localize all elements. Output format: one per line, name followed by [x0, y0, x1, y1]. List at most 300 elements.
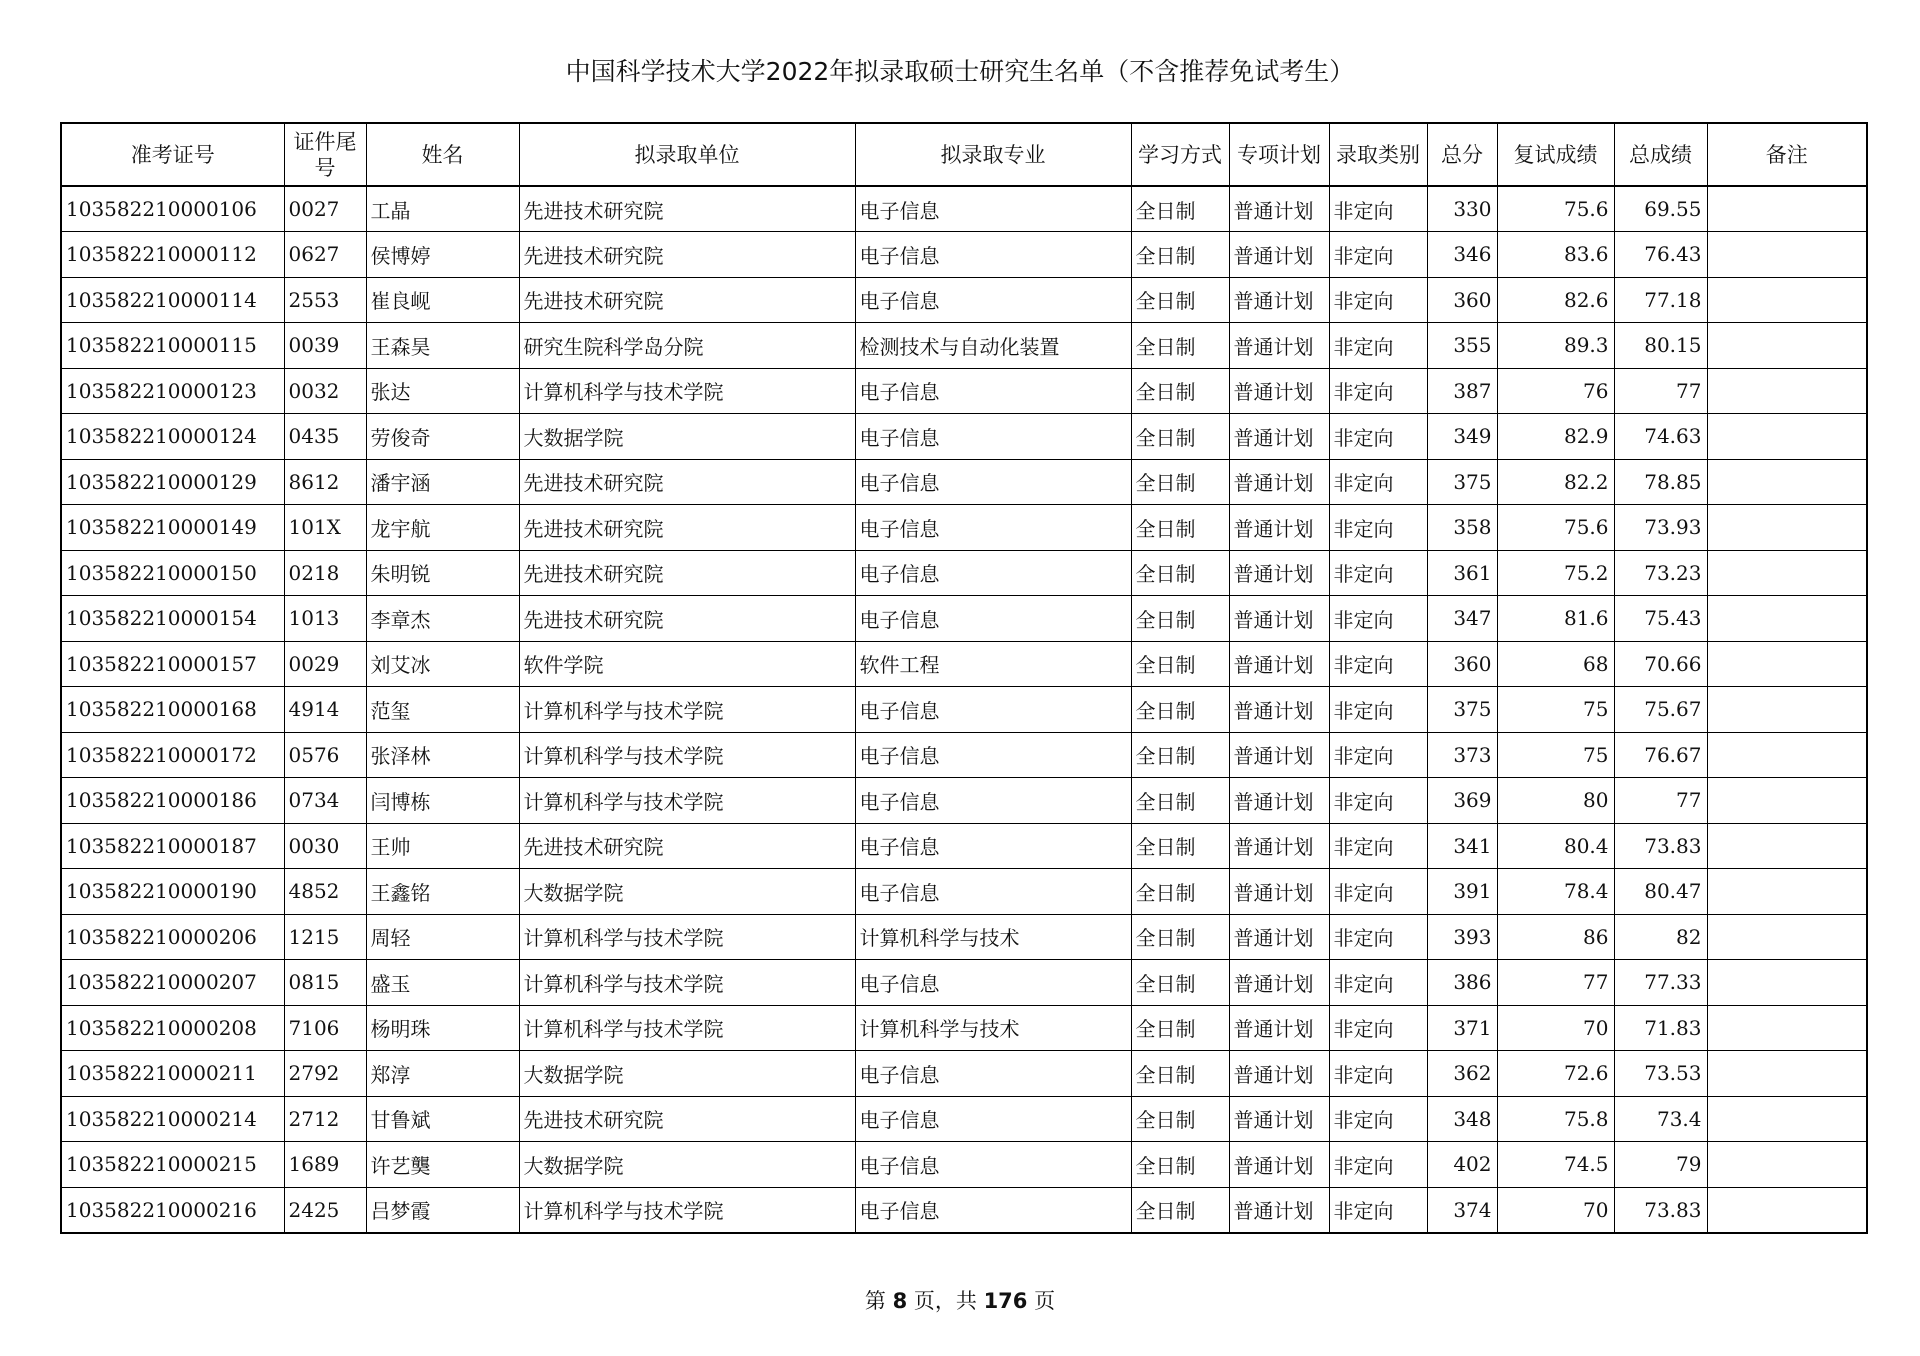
cell-final-score: 79 — [1614, 1142, 1707, 1188]
cell-special-plan: 普通计划 — [1229, 277, 1329, 323]
cell-name: 吕梦霞 — [366, 1187, 519, 1233]
cell-special-plan: 普通计划 — [1229, 641, 1329, 687]
cell-id-suffix: 0815 — [284, 960, 366, 1006]
cell-id-suffix: 0030 — [284, 823, 366, 869]
cell-name: 甘鲁斌 — [366, 1096, 519, 1142]
cell-unit: 计算机科学与技术学院 — [519, 687, 855, 733]
cell-study-mode: 全日制 — [1131, 1051, 1229, 1097]
table-row — [61, 914, 1867, 960]
table-row — [61, 732, 1867, 778]
cell-study-mode: 全日制 — [1131, 505, 1229, 551]
cell-admission-type: 非定向 — [1329, 1142, 1427, 1188]
cell-admission-type: 非定向 — [1329, 823, 1427, 869]
cell-total-score: 374 — [1427, 1187, 1497, 1233]
cell-name: 杨明珠 — [366, 1005, 519, 1051]
table-row — [61, 368, 1867, 414]
cell-final-score: 73.53 — [1614, 1051, 1707, 1097]
cell-name: 盛玉 — [366, 960, 519, 1006]
cell-admission-type: 非定向 — [1329, 960, 1427, 1006]
header-id-suffix: 证件尾号 — [284, 123, 366, 186]
cell-final-score: 76.43 — [1614, 232, 1707, 278]
cell-total-score: 375 — [1427, 459, 1497, 505]
cell-special-plan: 普通计划 — [1229, 414, 1329, 460]
cell-total-score: 362 — [1427, 1051, 1497, 1097]
cell-special-plan: 普通计划 — [1229, 596, 1329, 642]
cell-special-plan: 普通计划 — [1229, 1005, 1329, 1051]
cell-admission-type: 非定向 — [1329, 778, 1427, 824]
header-retest-score: 复试成绩 — [1497, 123, 1614, 186]
cell-admission-type: 非定向 — [1329, 414, 1427, 460]
cell-unit: 计算机科学与技术学院 — [519, 732, 855, 778]
cell-unit: 先进技术研究院 — [519, 550, 855, 596]
cell-total-score: 346 — [1427, 232, 1497, 278]
cell-name: 王鑫铭 — [366, 869, 519, 915]
cell-id-suffix: 0218 — [284, 550, 366, 596]
cell-major: 电子信息 — [855, 1051, 1131, 1097]
cell-study-mode: 全日制 — [1131, 277, 1229, 323]
cell-exam-id: 103582210000149 — [61, 505, 284, 551]
cell-retest-score: 81.6 — [1497, 596, 1614, 642]
cell-unit: 研究生院科学岛分院 — [519, 323, 855, 369]
cell-study-mode: 全日制 — [1131, 914, 1229, 960]
cell-total-score: 373 — [1427, 732, 1497, 778]
cell-name: 刘艾冰 — [366, 641, 519, 687]
cell-retest-score: 75 — [1497, 732, 1614, 778]
cell-major: 计算机科学与技术 — [855, 914, 1131, 960]
cell-major: 电子信息 — [855, 232, 1131, 278]
header-remarks: 备注 — [1707, 123, 1867, 186]
cell-total-score: 402 — [1427, 1142, 1497, 1188]
cell-study-mode: 全日制 — [1131, 414, 1229, 460]
cell-final-score: 73.83 — [1614, 1187, 1707, 1233]
cell-id-suffix: 2712 — [284, 1096, 366, 1142]
cell-study-mode: 全日制 — [1131, 186, 1229, 232]
header-row — [61, 123, 1867, 186]
cell-admission-type: 非定向 — [1329, 732, 1427, 778]
cell-name: 潘宇涵 — [366, 459, 519, 505]
cell-retest-score: 76 — [1497, 368, 1614, 414]
cell-name: 许艺龑 — [366, 1142, 519, 1188]
cell-remarks — [1707, 1142, 1867, 1188]
cell-exam-id: 103582210000129 — [61, 459, 284, 505]
cell-name: 崔良岘 — [366, 277, 519, 323]
cell-admission-type: 非定向 — [1329, 914, 1427, 960]
cell-retest-score: 83.6 — [1497, 232, 1614, 278]
cell-name: 工晶 — [366, 186, 519, 232]
cell-special-plan: 普通计划 — [1229, 914, 1329, 960]
cell-unit: 先进技术研究院 — [519, 232, 855, 278]
cell-id-suffix: 1215 — [284, 914, 366, 960]
cell-remarks — [1707, 869, 1867, 915]
cell-study-mode: 全日制 — [1131, 869, 1229, 915]
cell-major: 电子信息 — [855, 277, 1131, 323]
cell-admission-type: 非定向 — [1329, 1187, 1427, 1233]
cell-remarks — [1707, 687, 1867, 733]
cell-remarks — [1707, 732, 1867, 778]
cell-remarks — [1707, 823, 1867, 869]
cell-admission-type: 非定向 — [1329, 232, 1427, 278]
cell-remarks — [1707, 596, 1867, 642]
cell-unit: 先进技术研究院 — [519, 596, 855, 642]
cell-total-score: 391 — [1427, 869, 1497, 915]
cell-study-mode: 全日制 — [1131, 641, 1229, 687]
table-row — [61, 1005, 1867, 1051]
cell-admission-type: 非定向 — [1329, 1005, 1427, 1051]
cell-study-mode: 全日制 — [1131, 232, 1229, 278]
cell-final-score: 82 — [1614, 914, 1707, 960]
cell-retest-score: 75.8 — [1497, 1096, 1614, 1142]
cell-major: 电子信息 — [855, 550, 1131, 596]
cell-id-suffix: 0627 — [284, 232, 366, 278]
cell-retest-score: 89.3 — [1497, 323, 1614, 369]
cell-special-plan: 普通计划 — [1229, 368, 1329, 414]
cell-final-score: 77.33 — [1614, 960, 1707, 1006]
cell-major: 电子信息 — [855, 823, 1131, 869]
cell-unit: 计算机科学与技术学院 — [519, 368, 855, 414]
cell-exam-id: 103582210000190 — [61, 869, 284, 915]
cell-total-score: 358 — [1427, 505, 1497, 551]
cell-id-suffix: 2553 — [284, 277, 366, 323]
cell-exam-id: 103582210000112 — [61, 232, 284, 278]
table-row — [61, 869, 1867, 915]
cell-retest-score: 70 — [1497, 1187, 1614, 1233]
table-row — [61, 550, 1867, 596]
cell-study-mode: 全日制 — [1131, 960, 1229, 1006]
total-page-count: 176 — [983, 1289, 1028, 1313]
header-admission-type: 录取类别 — [1329, 123, 1427, 186]
header-exam-id: 准考证号 — [61, 123, 284, 186]
cell-exam-id: 103582210000186 — [61, 778, 284, 824]
cell-major: 电子信息 — [855, 459, 1131, 505]
cell-admission-type: 非定向 — [1329, 505, 1427, 551]
cell-final-score: 71.83 — [1614, 1005, 1707, 1051]
table-row — [61, 641, 1867, 687]
cell-special-plan: 普通计划 — [1229, 232, 1329, 278]
cell-special-plan: 普通计划 — [1229, 1142, 1329, 1188]
table-row — [61, 1096, 1867, 1142]
cell-special-plan: 普通计划 — [1229, 1096, 1329, 1142]
cell-final-score: 74.63 — [1614, 414, 1707, 460]
cell-remarks — [1707, 1051, 1867, 1097]
cell-final-score: 75.67 — [1614, 687, 1707, 733]
cell-remarks — [1707, 459, 1867, 505]
cell-name: 范玺 — [366, 687, 519, 733]
cell-id-suffix: 0027 — [284, 186, 366, 232]
cell-exam-id: 103582210000208 — [61, 1005, 284, 1051]
cell-total-score: 330 — [1427, 186, 1497, 232]
cell-remarks — [1707, 1187, 1867, 1233]
cell-id-suffix: 2792 — [284, 1051, 366, 1097]
cell-name: 闫博栋 — [366, 778, 519, 824]
cell-total-score: 348 — [1427, 1096, 1497, 1142]
cell-major: 电子信息 — [855, 368, 1131, 414]
cell-final-score: 78.85 — [1614, 459, 1707, 505]
footer-suffix: 页 — [1027, 1289, 1056, 1313]
cell-study-mode: 全日制 — [1131, 459, 1229, 505]
header-total-score: 总分 — [1427, 123, 1497, 186]
cell-retest-score: 68 — [1497, 641, 1614, 687]
cell-exam-id: 103582210000124 — [61, 414, 284, 460]
cell-id-suffix: 0734 — [284, 778, 366, 824]
cell-name: 王森昊 — [366, 323, 519, 369]
cell-retest-score: 80 — [1497, 778, 1614, 824]
table-row — [61, 414, 1867, 460]
cell-major: 电子信息 — [855, 869, 1131, 915]
cell-name: 张达 — [366, 368, 519, 414]
cell-special-plan: 普通计划 — [1229, 960, 1329, 1006]
cell-exam-id: 103582210000215 — [61, 1142, 284, 1188]
cell-remarks — [1707, 778, 1867, 824]
cell-major: 计算机科学与技术 — [855, 1005, 1131, 1051]
cell-exam-id: 103582210000106 — [61, 186, 284, 232]
cell-unit: 计算机科学与技术学院 — [519, 778, 855, 824]
cell-retest-score: 75.6 — [1497, 186, 1614, 232]
cell-retest-score: 75 — [1497, 687, 1614, 733]
cell-major: 检测技术与自动化装置 — [855, 323, 1131, 369]
table-row — [61, 960, 1867, 1006]
cell-major: 电子信息 — [855, 687, 1131, 733]
cell-study-mode: 全日制 — [1131, 1096, 1229, 1142]
cell-admission-type: 非定向 — [1329, 869, 1427, 915]
cell-name: 周轻 — [366, 914, 519, 960]
table-row — [61, 323, 1867, 369]
cell-retest-score: 77 — [1497, 960, 1614, 1006]
cell-special-plan: 普通计划 — [1229, 869, 1329, 915]
cell-id-suffix: 7106 — [284, 1005, 366, 1051]
cell-unit: 先进技术研究院 — [519, 1096, 855, 1142]
cell-unit: 计算机科学与技术学院 — [519, 1187, 855, 1233]
cell-id-suffix: 0576 — [284, 732, 366, 778]
cell-admission-type: 非定向 — [1329, 323, 1427, 369]
current-page-number: 8 — [892, 1289, 908, 1313]
cell-total-score: 360 — [1427, 277, 1497, 323]
cell-remarks — [1707, 960, 1867, 1006]
cell-major: 电子信息 — [855, 505, 1131, 551]
cell-remarks — [1707, 277, 1867, 323]
cell-final-score: 70.66 — [1614, 641, 1707, 687]
cell-retest-score: 74.5 — [1497, 1142, 1614, 1188]
cell-total-score: 355 — [1427, 323, 1497, 369]
cell-retest-score: 75.6 — [1497, 505, 1614, 551]
cell-name: 郑淳 — [366, 1051, 519, 1097]
admission-table — [60, 122, 1868, 1234]
cell-exam-id: 103582210000214 — [61, 1096, 284, 1142]
cell-major: 电子信息 — [855, 732, 1131, 778]
cell-retest-score: 82.6 — [1497, 277, 1614, 323]
header-study-mode: 学习方式 — [1131, 123, 1229, 186]
cell-special-plan: 普通计划 — [1229, 459, 1329, 505]
table-row — [61, 687, 1867, 733]
cell-final-score: 73.23 — [1614, 550, 1707, 596]
cell-id-suffix: 1689 — [284, 1142, 366, 1188]
cell-major: 电子信息 — [855, 414, 1131, 460]
cell-major: 电子信息 — [855, 1187, 1131, 1233]
cell-study-mode: 全日制 — [1131, 596, 1229, 642]
table-row — [61, 596, 1867, 642]
cell-remarks — [1707, 641, 1867, 687]
cell-exam-id: 103582210000123 — [61, 368, 284, 414]
cell-remarks — [1707, 232, 1867, 278]
cell-major: 电子信息 — [855, 596, 1131, 642]
cell-major: 电子信息 — [855, 1096, 1131, 1142]
cell-study-mode: 全日制 — [1131, 823, 1229, 869]
cell-special-plan: 普通计划 — [1229, 687, 1329, 733]
cell-retest-score: 78.4 — [1497, 869, 1614, 915]
cell-id-suffix: 4852 — [284, 869, 366, 915]
header-name: 姓名 — [366, 123, 519, 186]
cell-admission-type: 非定向 — [1329, 641, 1427, 687]
cell-exam-id: 103582210000115 — [61, 323, 284, 369]
cell-study-mode: 全日制 — [1131, 732, 1229, 778]
cell-admission-type: 非定向 — [1329, 550, 1427, 596]
cell-id-suffix: 0029 — [284, 641, 366, 687]
page-footer — [0, 1285, 1920, 1315]
cell-special-plan: 普通计划 — [1229, 732, 1329, 778]
header-special-plan: 专项计划 — [1229, 123, 1329, 186]
page-title: 中国科学技术大学2022年拟录取硕士研究生名单（不含推荐免试考生） — [565, 57, 1355, 86]
cell-retest-score: 75.2 — [1497, 550, 1614, 596]
cell-exam-id: 103582210000114 — [61, 277, 284, 323]
cell-total-score: 393 — [1427, 914, 1497, 960]
cell-unit: 计算机科学与技术学院 — [519, 960, 855, 1006]
cell-special-plan: 普通计划 — [1229, 778, 1329, 824]
cell-id-suffix: 4914 — [284, 687, 366, 733]
cell-major: 电子信息 — [855, 960, 1131, 1006]
table-body — [61, 186, 1867, 1233]
header-major: 拟录取专业 — [855, 123, 1131, 186]
cell-major: 电子信息 — [855, 778, 1131, 824]
cell-id-suffix: 0039 — [284, 323, 366, 369]
cell-retest-score: 82.2 — [1497, 459, 1614, 505]
footer-middle: 页，共 — [907, 1289, 984, 1313]
table-row — [61, 1051, 1867, 1097]
cell-remarks — [1707, 368, 1867, 414]
footer-prefix: 第 — [864, 1289, 893, 1313]
cell-admission-type: 非定向 — [1329, 687, 1427, 733]
table-row — [61, 459, 1867, 505]
cell-study-mode: 全日制 — [1131, 550, 1229, 596]
cell-study-mode: 全日制 — [1131, 687, 1229, 733]
cell-name: 侯博婷 — [366, 232, 519, 278]
cell-id-suffix: 2425 — [284, 1187, 366, 1233]
header-unit: 拟录取单位 — [519, 123, 855, 186]
cell-remarks — [1707, 186, 1867, 232]
cell-special-plan: 普通计划 — [1229, 323, 1329, 369]
cell-remarks — [1707, 414, 1867, 460]
cell-remarks — [1707, 323, 1867, 369]
table-row — [61, 232, 1867, 278]
cell-remarks — [1707, 1096, 1867, 1142]
cell-retest-score: 86 — [1497, 914, 1614, 960]
cell-unit: 大数据学院 — [519, 1051, 855, 1097]
cell-special-plan: 普通计划 — [1229, 550, 1329, 596]
cell-total-score: 361 — [1427, 550, 1497, 596]
cell-exam-id: 103582210000211 — [61, 1051, 284, 1097]
table-row — [61, 823, 1867, 869]
cell-special-plan: 普通计划 — [1229, 1051, 1329, 1097]
cell-exam-id: 103582210000187 — [61, 823, 284, 869]
table-row — [61, 1142, 1867, 1188]
cell-study-mode: 全日制 — [1131, 1142, 1229, 1188]
cell-admission-type: 非定向 — [1329, 596, 1427, 642]
cell-major: 电子信息 — [855, 1142, 1131, 1188]
cell-unit: 软件学院 — [519, 641, 855, 687]
cell-admission-type: 非定向 — [1329, 1096, 1427, 1142]
cell-id-suffix: 0032 — [284, 368, 366, 414]
cell-unit: 先进技术研究院 — [519, 505, 855, 551]
cell-admission-type: 非定向 — [1329, 368, 1427, 414]
cell-id-suffix: 101X — [284, 505, 366, 551]
cell-exam-id: 103582210000172 — [61, 732, 284, 778]
cell-final-score: 77.18 — [1614, 277, 1707, 323]
cell-final-score: 73.93 — [1614, 505, 1707, 551]
table-row — [61, 778, 1867, 824]
cell-unit: 大数据学院 — [519, 1142, 855, 1188]
cell-final-score: 77 — [1614, 778, 1707, 824]
cell-study-mode: 全日制 — [1131, 1187, 1229, 1233]
cell-id-suffix: 1013 — [284, 596, 366, 642]
cell-total-score: 341 — [1427, 823, 1497, 869]
cell-final-score: 80.47 — [1614, 869, 1707, 915]
cell-retest-score: 72.6 — [1497, 1051, 1614, 1097]
cell-study-mode: 全日制 — [1131, 323, 1229, 369]
cell-exam-id: 103582210000216 — [61, 1187, 284, 1233]
cell-unit: 先进技术研究院 — [519, 277, 855, 323]
header-final-score: 总成绩 — [1614, 123, 1707, 186]
cell-total-score: 369 — [1427, 778, 1497, 824]
cell-major: 软件工程 — [855, 641, 1131, 687]
cell-final-score: 80.15 — [1614, 323, 1707, 369]
cell-exam-id: 103582210000157 — [61, 641, 284, 687]
cell-admission-type: 非定向 — [1329, 1051, 1427, 1097]
cell-total-score: 347 — [1427, 596, 1497, 642]
table-row — [61, 505, 1867, 551]
table-row — [61, 1187, 1867, 1233]
cell-study-mode: 全日制 — [1131, 1005, 1229, 1051]
cell-exam-id: 103582210000206 — [61, 914, 284, 960]
cell-special-plan: 普通计划 — [1229, 186, 1329, 232]
cell-study-mode: 全日制 — [1131, 368, 1229, 414]
cell-total-score: 360 — [1427, 641, 1497, 687]
cell-special-plan: 普通计划 — [1229, 1187, 1329, 1233]
cell-remarks — [1707, 914, 1867, 960]
cell-final-score: 75.43 — [1614, 596, 1707, 642]
cell-id-suffix: 0435 — [284, 414, 366, 460]
cell-special-plan: 普通计划 — [1229, 505, 1329, 551]
cell-exam-id: 103582210000168 — [61, 687, 284, 733]
cell-exam-id: 103582210000154 — [61, 596, 284, 642]
cell-final-score: 73.4 — [1614, 1096, 1707, 1142]
cell-admission-type: 非定向 — [1329, 277, 1427, 323]
cell-remarks — [1707, 505, 1867, 551]
cell-unit: 计算机科学与技术学院 — [519, 914, 855, 960]
cell-study-mode: 全日制 — [1131, 778, 1229, 824]
cell-id-suffix: 8612 — [284, 459, 366, 505]
cell-unit: 先进技术研究院 — [519, 186, 855, 232]
cell-retest-score: 70 — [1497, 1005, 1614, 1051]
cell-name: 张泽林 — [366, 732, 519, 778]
cell-special-plan: 普通计划 — [1229, 823, 1329, 869]
cell-final-score: 69.55 — [1614, 186, 1707, 232]
cell-name: 李章杰 — [366, 596, 519, 642]
cell-name: 朱明锐 — [366, 550, 519, 596]
cell-final-score: 73.83 — [1614, 823, 1707, 869]
cell-name: 王帅 — [366, 823, 519, 869]
cell-total-score: 349 — [1427, 414, 1497, 460]
cell-total-score: 387 — [1427, 368, 1497, 414]
cell-unit: 大数据学院 — [519, 869, 855, 915]
cell-unit: 先进技术研究院 — [519, 459, 855, 505]
